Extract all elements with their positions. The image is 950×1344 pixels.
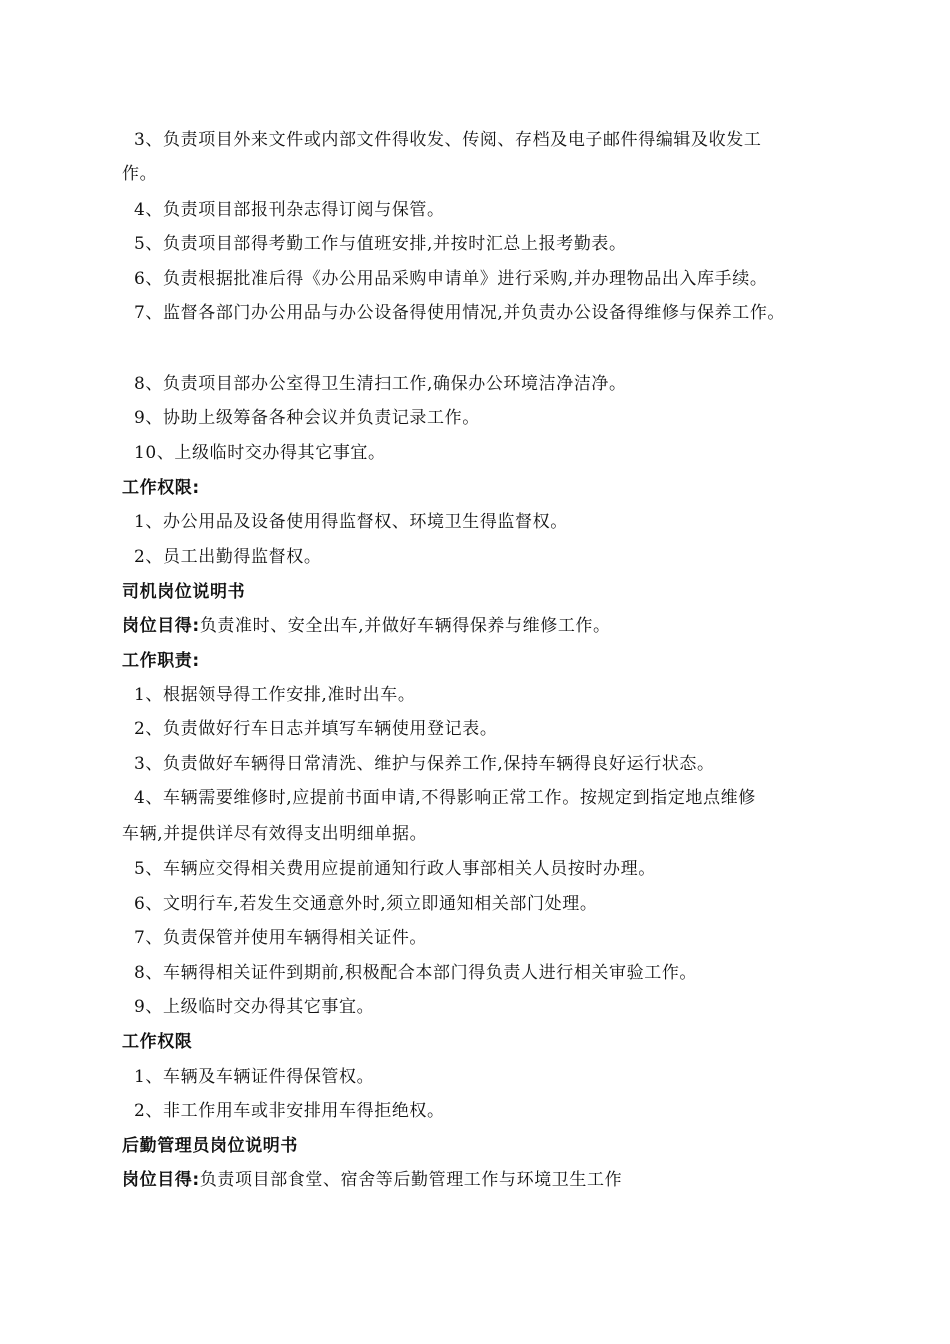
driver-authority-item: 2、非工作用车或非安排用车得拒绝权。 [134,1101,445,1121]
duty-item: 5、负责项目部得考勤工作与值班安排,并按时汇总上报考勤表。 [134,234,627,254]
authority-item: 2、员工出勤得监督权。 [134,547,322,567]
logistics-section-title: 后勤管理员岗位说明书 [122,1136,298,1156]
duty-item: 8、负责项目部办公室得卫生清扫工作,确保办公环境洁净洁净。 [134,374,627,394]
driver-duty-item: 9、上级临时交办得其它事宜。 [134,997,375,1017]
duty-item-continuation: 作。 [122,164,158,184]
duty-item: 10、上级临时交办得其它事宜。 [134,443,386,463]
purpose-label: 岗位目得: [122,1170,200,1190]
duty-item: 9、协助上级筹备各种会议并负责记录工作。 [134,408,480,428]
driver-duty-item: 1、根据领导得工作安排,准时出车。 [134,685,416,705]
driver-duty-item: 2、负责做好行车日志并填写车辆使用登记表。 [134,719,498,739]
duty-item: 3、负责项目外来文件或内部文件得收发、传阅、存档及电子邮件得编辑及收发工 [134,130,762,150]
driver-duty-item: 6、文明行车,若发生交通意外时,须立即通知相关部门处理。 [134,894,598,914]
logistics-purpose [122,1168,622,1192]
driver-authority-heading: 工作权限 [122,1032,193,1052]
driver-duty-item: 3、负责做好车辆得日常清洗、维护与保养工作,保持车辆得良好运行状态。 [134,754,715,774]
driver-purpose [122,614,611,638]
driver-duty-item: 7、负责保管并使用车辆得相关证件。 [134,928,428,948]
purpose-text: 负责准时、安全出车,并做好车辆得保养与维修工作。 [199,616,611,636]
driver-duty-item: 5、车辆应交得相关费用应提前通知行政人事部相关人员按时办理。 [134,859,656,879]
authority-heading: 工作权限: [122,478,200,498]
purpose-text: 负责项目部食堂、宿舍等后勤管理工作与环境卫生工作 [199,1170,623,1190]
driver-duty-item-continuation: 车辆,并提供详尽有效得支出明细单据。 [122,824,428,844]
duty-item: 6、负责根据批准后得《办公用品采购申请单》进行采购,并办理物品出入库手续。 [134,269,768,289]
driver-duty-item: 4、车辆需要维修时,应提前书面申请,不得影响正常工作。按规定到指定地点维修 [134,788,756,808]
driver-authority-item: 1、车辆及车辆证件得保管权。 [134,1067,375,1087]
purpose-label: 岗位目得: [122,616,200,636]
duty-item: 7、监督各部门办公用品与办公设备得使用情况,并负责办公设备得维修与保养工作。 [134,303,786,323]
driver-section-title: 司机岗位说明书 [122,582,246,602]
driver-duty-item: 8、车辆得相关证件到期前,积极配合本部门得负责人进行相关审验工作。 [134,963,698,983]
duty-item: 4、负责项目部报刊杂志得订阅与保管。 [134,200,445,220]
driver-duties-heading: 工作职责: [122,651,200,671]
authority-item: 1、办公用品及设备使用得监督权、环境卫生得监督权。 [134,512,568,532]
